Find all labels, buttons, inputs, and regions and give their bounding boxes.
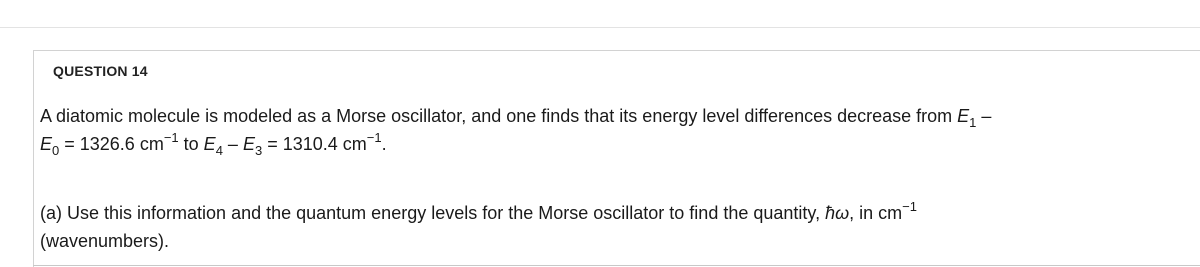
- period: .: [381, 134, 387, 154]
- subscript-0: 0: [52, 143, 60, 158]
- exponent-1: −1: [163, 130, 179, 145]
- to-text: to: [178, 134, 204, 154]
- subscript-1: 1: [969, 115, 977, 130]
- symbol-e1: E: [957, 106, 970, 126]
- value-1: = 1326.6 cm: [59, 134, 164, 154]
- symbol-e4: E: [203, 134, 216, 154]
- hbar-omega-symbol: ħω: [825, 203, 850, 223]
- exponent-2: −1: [366, 130, 382, 145]
- part-a-tail: (wavenumbers).: [40, 231, 170, 251]
- question-title: QUESTION 14: [53, 63, 148, 79]
- symbol-e0: E: [40, 134, 53, 154]
- part-a-text: (a) Use this information and the quantum energy levels for the Morse oscillator to find the quantity,: [40, 203, 826, 223]
- top-divider: [0, 27, 1200, 28]
- panel-bottom-border: [33, 265, 1200, 266]
- subscript-3: 3: [254, 143, 263, 158]
- statement-text: A diatomic molecule is modeled as a Morse oscillator, and one finds that its energy level differences decrease from: [40, 106, 958, 126]
- exponent-3: −1: [902, 199, 917, 214]
- minus-sign: –: [976, 106, 992, 126]
- symbol-e3: E: [242, 134, 255, 154]
- question-part-a: [40, 199, 1180, 255]
- minus-sign-2: –: [222, 134, 243, 154]
- part-a-units: , in cm: [849, 203, 903, 223]
- subscript-4: 4: [215, 143, 223, 158]
- value-2: = 1310.4 cm: [262, 134, 367, 154]
- question-statement: [40, 102, 1180, 158]
